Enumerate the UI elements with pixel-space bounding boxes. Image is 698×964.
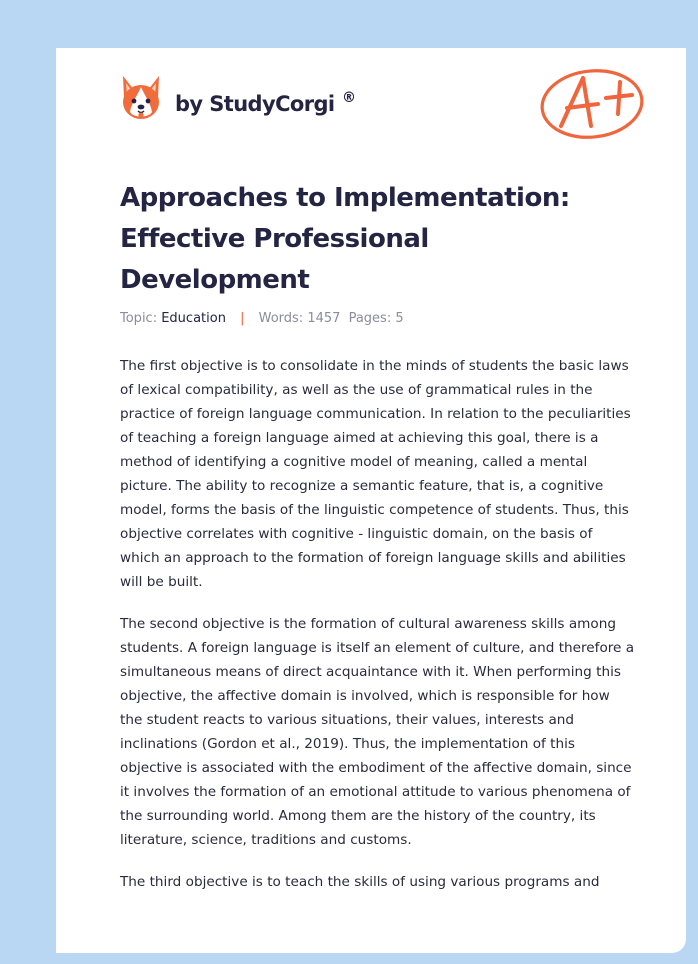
document-title: Approaches to Implementation: Effective Professional Development — [120, 183, 570, 295]
brand-name: by StudyCorgi — [175, 92, 335, 116]
corgi-logo-icon — [120, 74, 162, 122]
topic-value[interactable]: Education — [161, 311, 226, 326]
body-paragraph: The second objective is the formation of cultural awareness skills among students. A foreign language is itself an element of culture, and therefore a simultaneous means of direct acquaintance with it. When performing this objective, the affective domain is involved, which is responsible for how the student reacts to various situations, their values, interests and inclinations (Gordon et al., 2019). Thus, the implementation of this objective is associated with the embodiment of the affective domain, since it involves the formation of an emotional attitude to various phenomena of the surrounding world. Among them are the history of the country, its literature, science, traditions and customs. — [120, 616, 635, 848]
document-meta — [120, 311, 404, 326]
meta-separator: | — [240, 311, 245, 326]
grade-a-plus-icon — [536, 60, 648, 142]
body-paragraph: The first objective is to consolidate in the minds of students the basic laws of lexical compatibility, as well as the use of grammatical rules in the practice of foreign language communication. In relation to the peculiarities of teaching a foreign language aimed at achieving this goal, there is a method of identifying a cognitive model of meaning, called a mental picture. The ability to recognize a semantic feature, that is, a cognitive model, forms the basis of the linguistic competence of students. Thus, this objective correlates with cognitive - linguistic domain, on the basis of which an approach to the formation of foreign language skills and abilities will be built. — [120, 358, 631, 590]
body-paragraph: The third objective is to teach the skills of using various programs and — [120, 874, 600, 890]
registered-mark: ® — [342, 90, 356, 106]
header — [56, 48, 686, 158]
topic-label: Topic: — [120, 311, 158, 326]
pages-value: 5 — [395, 311, 404, 326]
document-page — [56, 48, 686, 953]
pages-label: Pages: — [348, 311, 392, 326]
words-value: 1457 — [307, 311, 341, 326]
words-label: Words: — [258, 311, 304, 326]
document-body — [120, 354, 636, 912]
